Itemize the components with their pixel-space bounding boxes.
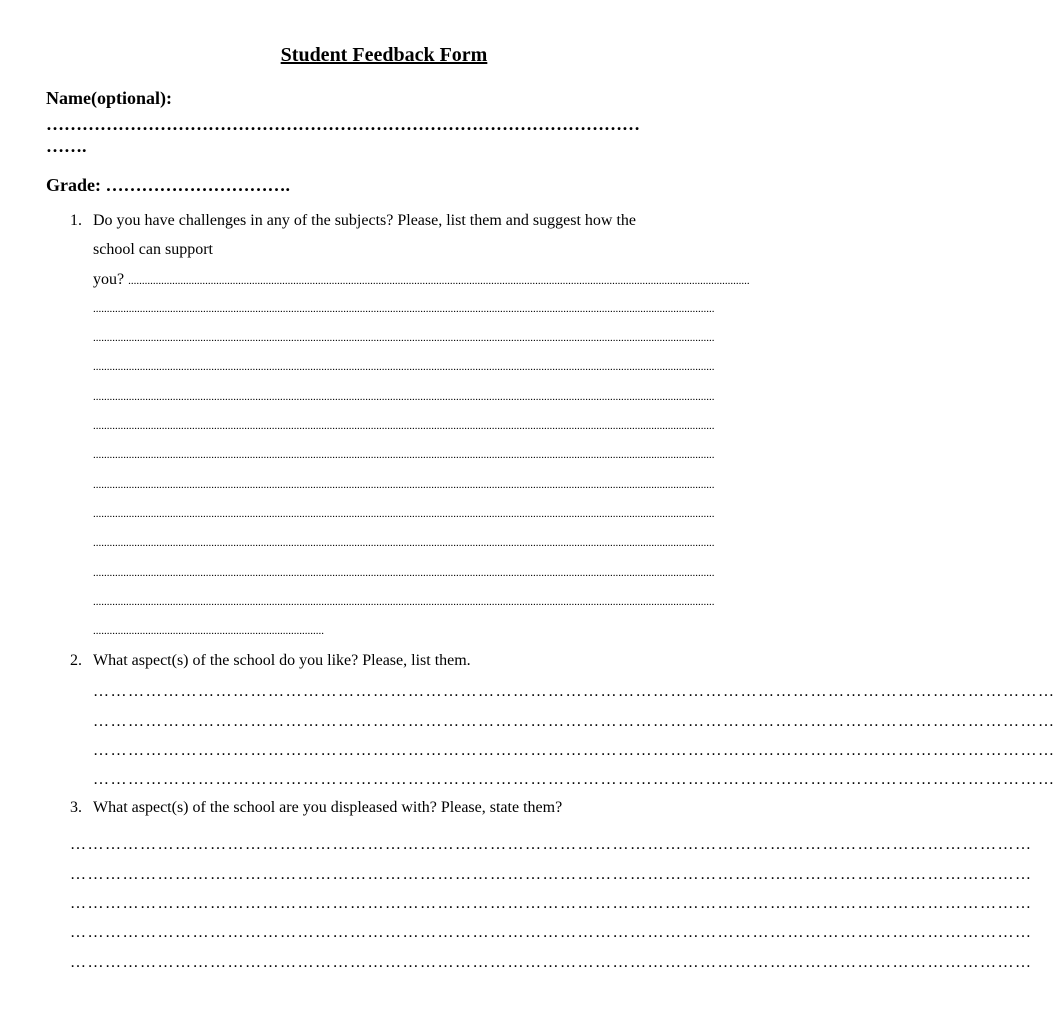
answer-1-line-1[interactable] <box>93 271 750 290</box>
question-2-text: What aspect(s) of the school do you like? Please, list them. <box>93 652 471 669</box>
question-3-number: 3. <box>70 799 82 816</box>
question-1-text-line1: Do you have challenges in any of the subjects? Please, list them and suggest how the <box>93 212 636 229</box>
form-title: Student Feedback Form <box>280 44 488 66</box>
answer-1-line-6[interactable]: .................................................................................................................................................................................................................................. <box>93 420 715 432</box>
answer-3-line-1[interactable]: ………………………………………………………………………………………………………………………………………………… <box>70 836 1033 853</box>
answer-3-line-2[interactable]: ………………………………………………………………………………………………………………………………………………… <box>70 866 1033 883</box>
question-1-number: 1. <box>70 212 82 229</box>
answer-3-line-3[interactable]: ………………………………………………………………………………………………………………………………………………… <box>70 895 1033 912</box>
answer-1-line-12[interactable]: .................................................................................................................................................................................................................................. <box>93 596 715 608</box>
question-3-text: What aspect(s) of the school are you displeased with? Please, state them? <box>93 799 563 816</box>
answer-3-line-5[interactable]: ………………………………………………………………………………………………………………………………………………… <box>70 954 1033 971</box>
answer-1-line-5[interactable]: .................................................................................................................................................................................................................................. <box>93 391 715 403</box>
answer-1-line-8[interactable]: .................................................................................................................................................................................................................................. <box>93 479 715 491</box>
answer-1-line-2[interactable]: .................................................................................................................................................................................................................................. <box>93 303 715 315</box>
question-1-text-line3: you? <box>93 271 129 288</box>
answer-1-line-7[interactable]: .................................................................................................................................................................................................................................. <box>93 449 715 461</box>
grade-field[interactable]: Grade: …………………………. <box>46 175 290 195</box>
question-1-text-line2: school can support <box>93 241 213 258</box>
answer-1-line-11[interactable]: .................................................................................................................................................................................................................................. <box>93 567 715 579</box>
answer-1-dots: .................................................................................................................................................................................................................................. <box>128 275 750 287</box>
answer-2-line-3[interactable]: ………………………………………………………………………………………………………………………………………………… <box>93 742 1056 759</box>
name-field[interactable]: ……………………………………………………………………………………… <box>46 114 640 134</box>
answer-2-line-2[interactable]: ………………………………………………………………………………………………………………………………………………… <box>93 713 1056 730</box>
answer-2-line-4[interactable]: ………………………………………………………………………………………………………………………………………………… <box>93 771 1056 788</box>
answer-1-line-9[interactable]: .................................................................................................................................................................................................................................. <box>93 508 715 520</box>
answer-3-line-4[interactable]: ………………………………………………………………………………………………………………………………………………… <box>70 924 1033 941</box>
answer-1-line-10[interactable]: .................................................................................................................................................................................................................................. <box>93 537 715 549</box>
answer-1-line-4[interactable]: .................................................................................................................................................................................................................................. <box>93 361 715 373</box>
question-2-number: 2. <box>70 652 82 669</box>
answer-2-line-1[interactable]: ………………………………………………………………………………………………………………………………………………… <box>93 683 1056 700</box>
name-field-continuation[interactable]: ……. <box>46 136 87 156</box>
answer-1-line-13[interactable]: .................................................................................... <box>93 625 324 637</box>
question-1 <box>70 212 82 230</box>
name-label: Name(optional): <box>46 88 172 108</box>
answer-1-line-3[interactable]: .................................................................................................................................................................................................................................. <box>93 332 715 344</box>
